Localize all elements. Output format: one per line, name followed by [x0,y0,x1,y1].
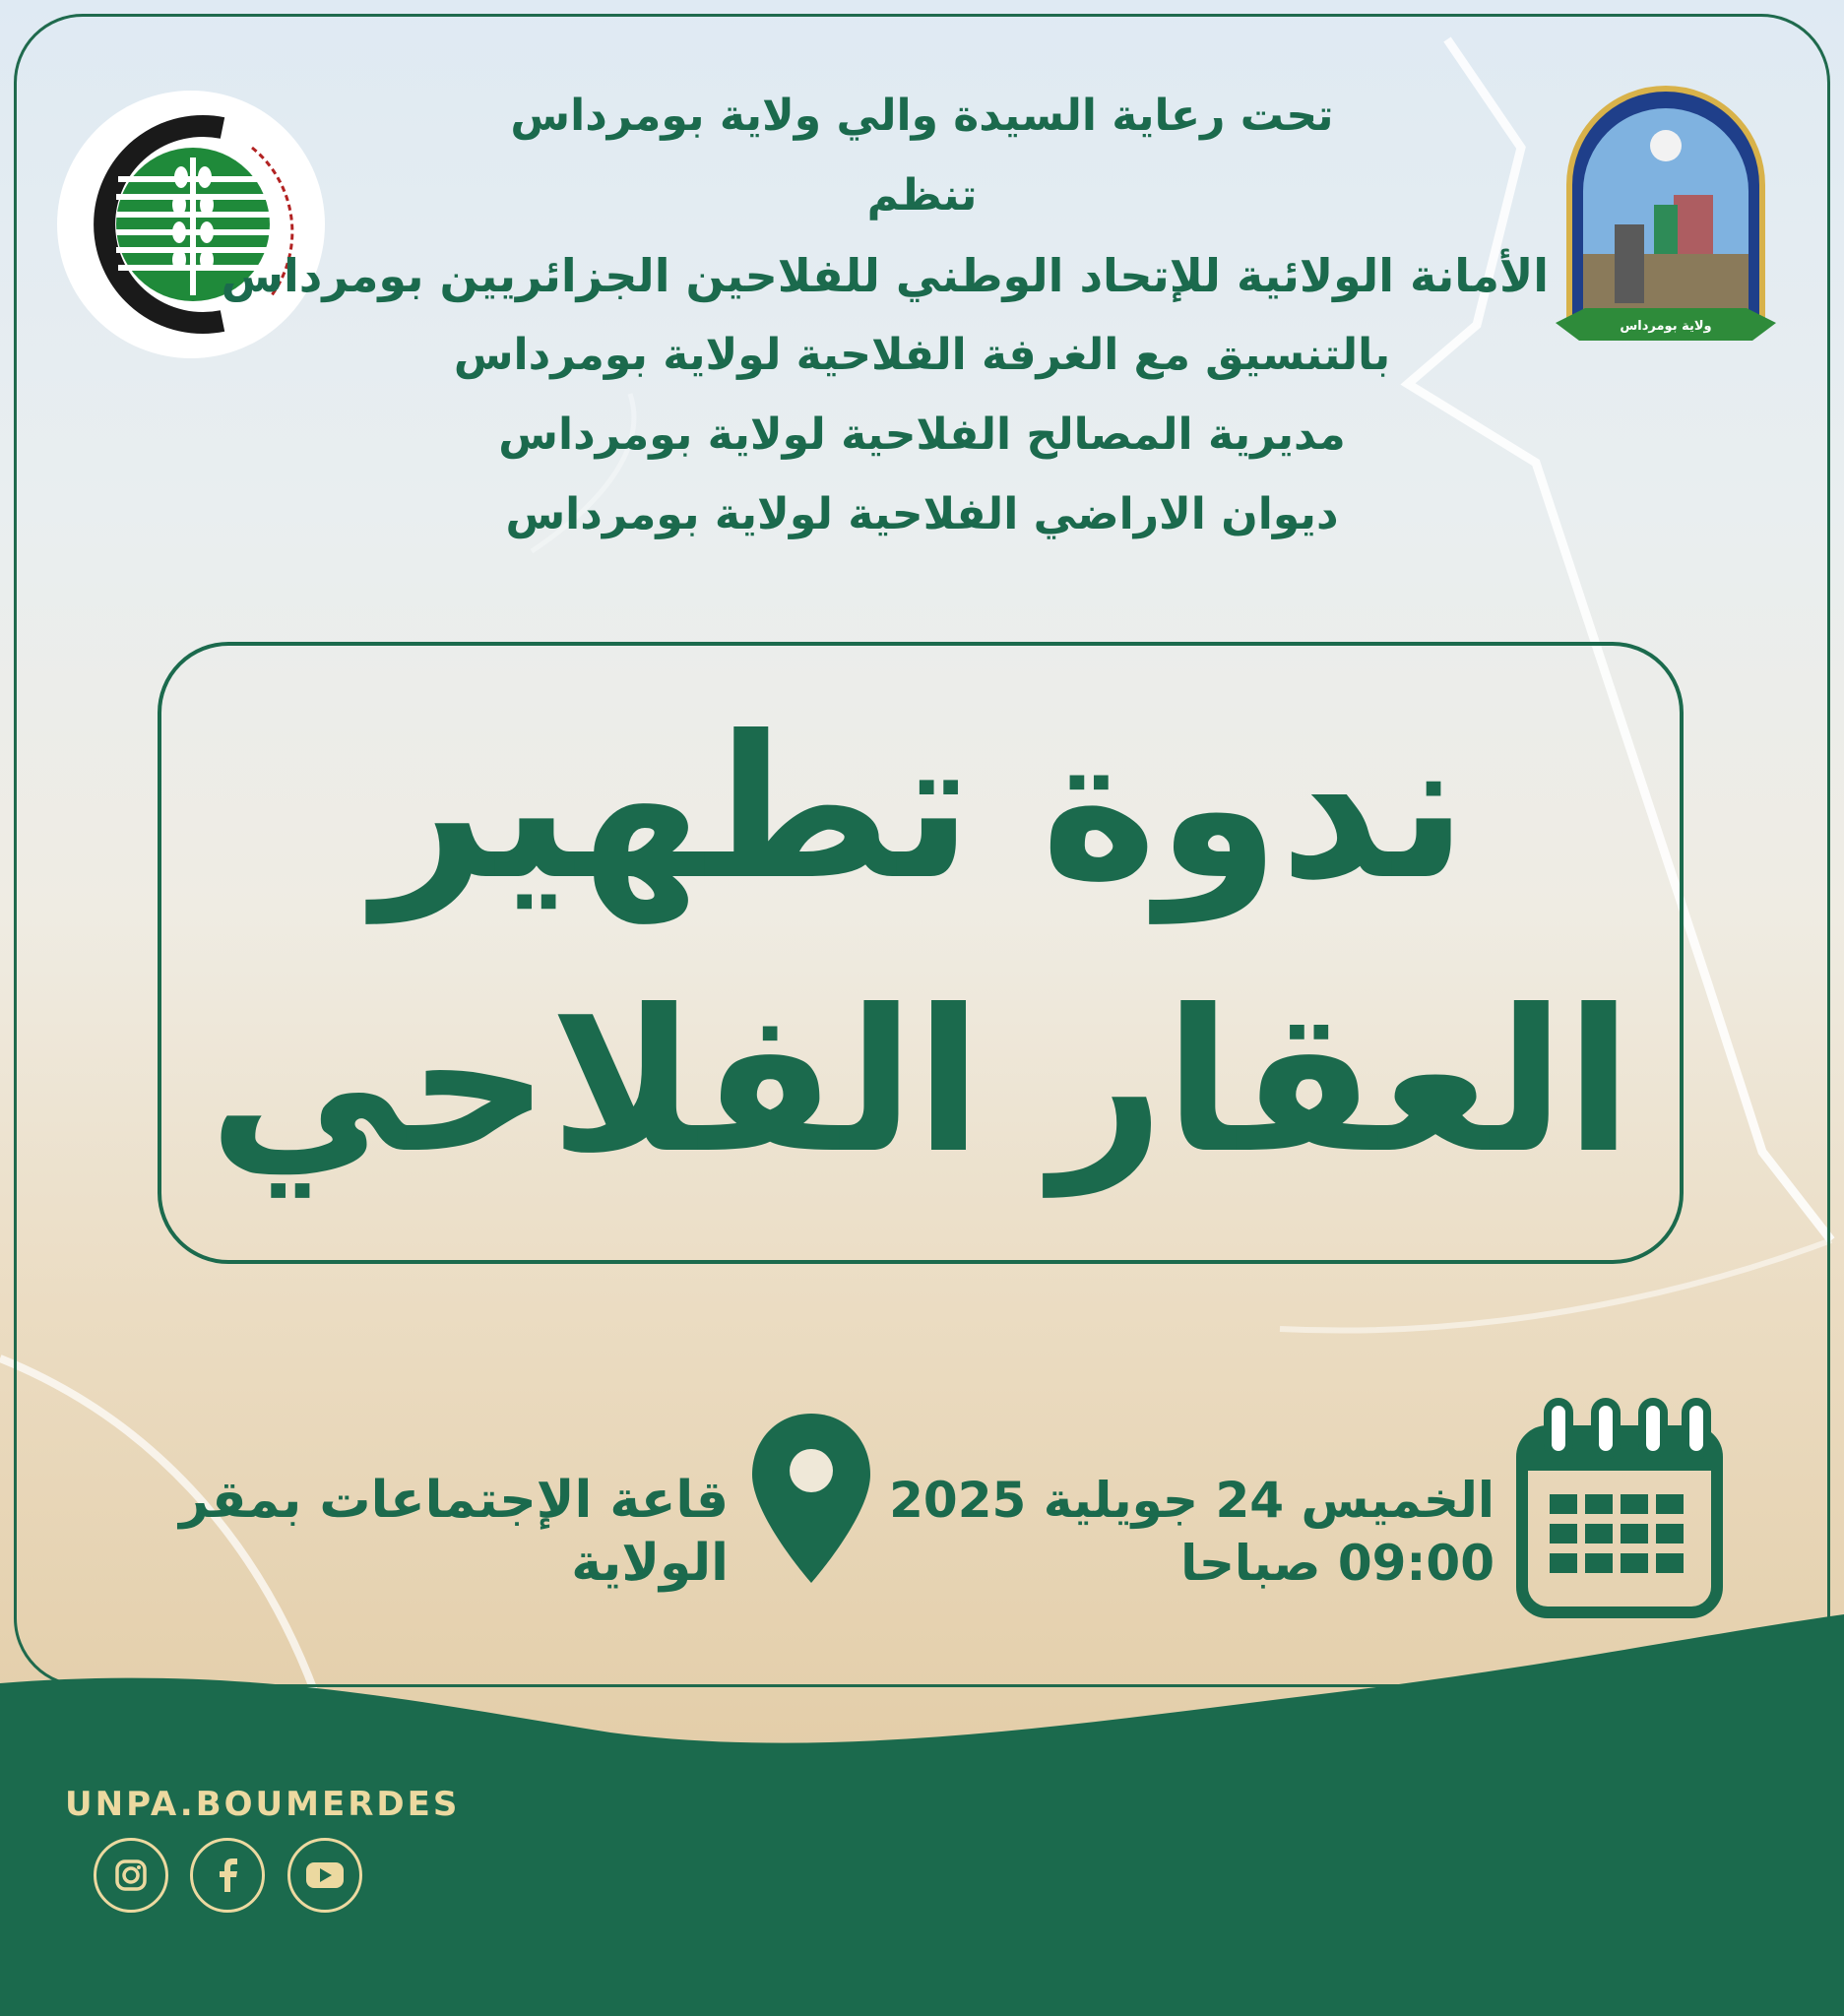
union-line: الأمانة الولائية للإتحاد الوطني للفلاحين الجزائريين بومرداس [221,249,1549,302]
venue-line-2: الولاية [571,1534,729,1593]
directorate-line: مديرية المصالح الفلاحية لولاية بومرداس [498,410,1346,460]
event-datetime [889,1469,1494,1595]
organizes-line: تنظم [866,170,978,220]
social-handle: UNPA.BOUMERDES [65,1785,461,1824]
facebook-icon [193,1841,262,1910]
youtube-icon [290,1841,359,1910]
title-line-2: العقار الفلاحي [208,968,1633,1197]
venue-line-1: قاعة الإجتماعات بمقر [179,1471,729,1530]
location-pin-icon [748,1410,874,1587]
instagram-link[interactable] [94,1838,168,1913]
instagram-icon [96,1841,165,1910]
calendar-icon [1516,1396,1723,1620]
title-line-1: ندوة تطهير [373,694,1468,923]
header-text [221,87,1549,565]
event-venue [179,1469,729,1595]
seal-label: ولاية بومرداس [1620,319,1712,334]
wilaya-boumerdes-seal [1556,77,1776,356]
facebook-link[interactable] [190,1838,265,1913]
coordination-line: بالتنسيق مع الغرفة الفلاحية لولاية بومرداس [453,330,1391,380]
unpa-logo [55,89,327,360]
patronage-line: تحت رعاية السيدة والي ولاية بومرداس [510,91,1334,141]
event-date: الخميس 24 جويلية 2025 [889,1472,1494,1529]
event-time: 09:00 صباحا [1180,1535,1494,1592]
office-line: ديوان الاراضي الفلاحية لولاية بومرداس [505,489,1339,539]
youtube-link[interactable] [287,1838,362,1913]
